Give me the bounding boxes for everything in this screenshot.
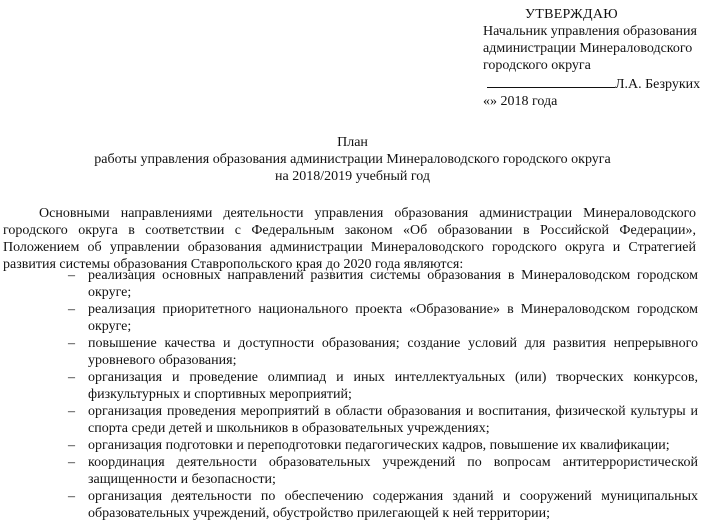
list-item	[68, 335, 698, 369]
signature-name: Л.А. Безруких	[615, 77, 701, 92]
approval-line: городского округа	[483, 58, 591, 73]
list-item-text: организация проведения мероприятий в области образования и воспитания, физической культуры и спорта среди детей и школьников в образовательных учреждениях;	[88, 404, 698, 436]
list-item-text: организация и проведение олимпиад и иных интеллектуальных (или) творческих конкурсов, физкультурных и спортивных мероприятий;	[88, 370, 698, 402]
signature-line	[483, 74, 701, 93]
list-item-text: организация подготовки и переподготовки педагогических кадров, повышение их квалификации;	[88, 438, 670, 453]
approval-block	[483, 6, 701, 110]
approval-heading: УТВЕРЖДАЮ	[525, 7, 618, 22]
list-item	[68, 437, 698, 454]
date-year: 2018 года	[500, 94, 558, 109]
list-item	[68, 301, 698, 335]
dash-bullet: –	[68, 370, 75, 385]
list-item-text: организация деятельности по обеспечению содержания зданий и сооружений муниципальных образовательных учреждений, обустройство прилегающей к ней территории;	[88, 489, 698, 521]
list-item	[68, 454, 698, 488]
list-item-text: координация деятельности образовательных учреждений по вопросам антитеррористической защищенности и безопасности;	[88, 455, 698, 487]
dash-bullet: –	[68, 438, 75, 453]
list-item-text: реализация приоритетного национального проекта «Образование» в Минераловодском городском округе;	[88, 302, 698, 334]
intro-text: Основными направлениями деятельности управления образования администрации Минераловодского городского округа в соответствии с Федеральным законом «Об образовании в Российской Федерации», Положением об управлении образования администрации Минераловодского городского округа и Стратегией развития системы образования Ставропольского края до 2020 года являются:	[3, 206, 696, 272]
list-item-text: реализация основных направлений развития системы образования в Минераловодском городском округе;	[88, 268, 698, 300]
signature-blank	[487, 74, 615, 88]
date-line	[483, 93, 698, 110]
date-open-quote: «	[483, 94, 490, 109]
dash-bullet: –	[68, 404, 75, 419]
dash-bullet: –	[68, 489, 75, 504]
list-item-text: повышение качества и доступности образования; создание условий для развития непрерывного уровневого образования;	[88, 336, 698, 368]
list-item	[68, 369, 698, 403]
dash-bullet: –	[68, 336, 75, 351]
list-item	[68, 403, 698, 437]
list-item	[68, 488, 698, 522]
list-item	[68, 267, 698, 301]
approval-line: администрации Минераловодского	[483, 41, 693, 56]
date-close-quote: »	[490, 94, 497, 109]
intro-paragraph	[3, 205, 696, 273]
title-line: работы управления образования администрации Минераловодского городского округа	[94, 152, 611, 167]
dash-bullet: –	[68, 268, 75, 283]
title-line: на 2018/2019 учебный год	[275, 169, 430, 184]
title-line: План	[337, 135, 368, 150]
approval-line: Начальник управления образования	[483, 24, 697, 39]
dash-bullet: –	[68, 302, 75, 317]
dash-bullet: –	[68, 455, 75, 470]
document-title	[0, 134, 705, 185]
directions-list	[68, 267, 698, 522]
